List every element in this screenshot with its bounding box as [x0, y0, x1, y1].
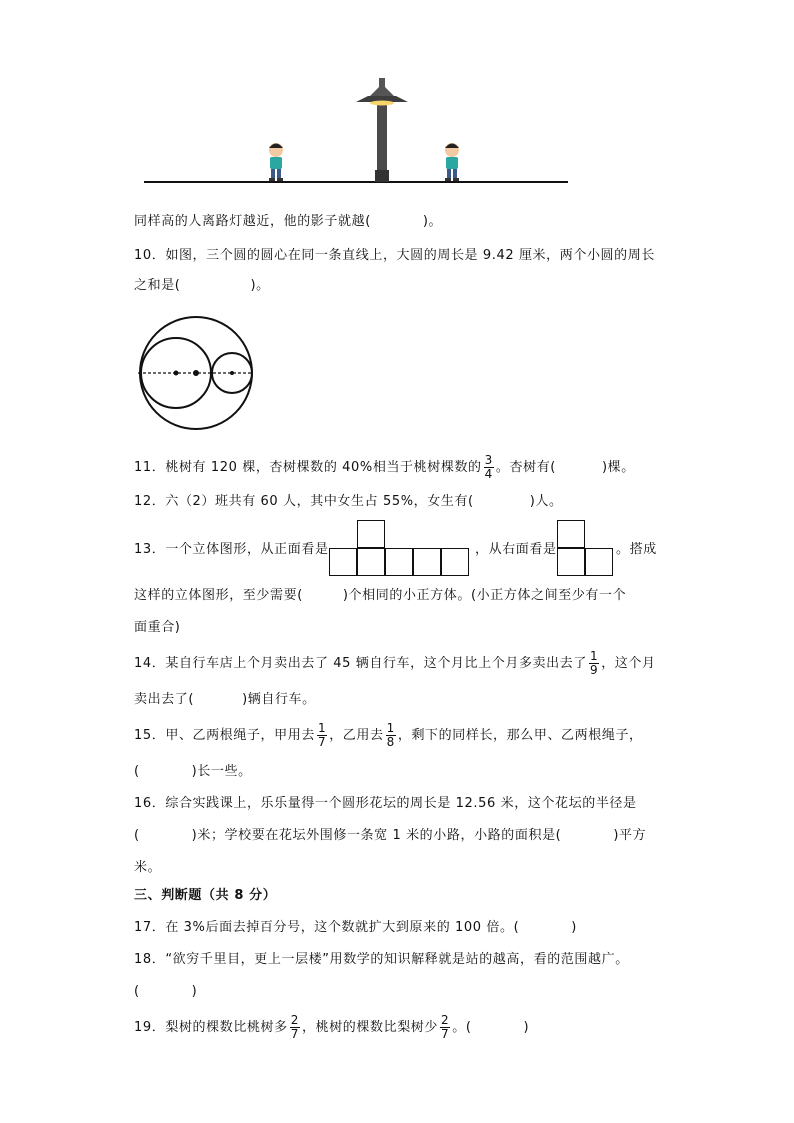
- question-13-line3: 面重合): [134, 620, 181, 635]
- fraction-1-9: $\frac{1}{9}$: [589, 649, 599, 677]
- question-12: 12．六（2）班共有 60 人，其中女生占 55%，女生有( )人。: [134, 494, 563, 509]
- front-view-cubes: [329, 520, 473, 578]
- question-14-line1: 14．某自行车店上个月卖出去了 45 辆自行车，这个月比上个月多卖出去了 $\frac{1}{9}$ ，这个月: [134, 649, 656, 677]
- question-15-line2: ( )长一些。: [134, 764, 252, 779]
- question-10-line2: 之和是( )。: [134, 278, 270, 293]
- fraction-1-7: $\frac{1}{7}$: [317, 721, 327, 749]
- fraction-2-7: $\frac{2}{7}$: [290, 1013, 299, 1041]
- section-heading: 三、判断题（共 8 分）: [134, 888, 277, 903]
- right-view-cubes: [557, 520, 615, 578]
- question-11: 11．桃树有 120 棵，杏树棵数的 40%相当于桃树棵数的 $\frac{3}{4}$ 。杏树有( )棵。: [134, 453, 635, 481]
- question-16-line2: ( )米；学校要在花坛外围修一条宽 1 米的小路，小路的面积是( )平方: [134, 828, 647, 843]
- fraction-2-7: $\frac{2}{7}$: [441, 1013, 450, 1041]
- street-lamp-figure: [140, 70, 572, 190]
- question-10-line1: 10．如图，三个圆的圆心在同一条直线上，大圆的周长是 9.42 厘米，两个小圆的周长: [134, 248, 655, 263]
- question-16-line3: 米。: [134, 860, 162, 875]
- question-15-line1: 15．甲、乙两根绳子，甲用去 $\frac{1}{7}$ ，乙用去 $\frac{1}{8}$ ，剩下的同样长，那么甲、乙两根绳子，: [134, 721, 643, 749]
- fraction-3-4: $\frac{3}{4}$: [484, 453, 493, 481]
- question-13-line1: 13．一个立体图形，从正面看是: [134, 542, 329, 557]
- question-9: 同样高的人离路灯越近，他的影子就越( )。: [134, 214, 443, 229]
- three-circles-figure: [134, 314, 264, 434]
- person-near-left: [269, 143, 283, 181]
- question-19: 19．梨树的棵数比桃树多 $\frac{2}{7}$ ，桃树的棵数比梨树少 $\frac{2}{7}$ 。( ): [134, 1013, 530, 1041]
- question-13-mid: ，从右面看是: [475, 542, 557, 557]
- fraction-1-8: $\frac{1}{8}$: [386, 721, 395, 749]
- question-18-line1: 18．“欲穷千里目，更上一层楼”用数学的知识解释就是站的越高，看的范围越广。: [134, 952, 629, 967]
- lamp-post: [356, 78, 408, 182]
- question-14-line2: 卖出去了( )辆自行车。: [134, 692, 316, 707]
- question-13-end: 。搭成: [616, 542, 657, 557]
- question-18-line2: ( ): [134, 984, 198, 999]
- question-17: 17．在 3%后面去掉百分号，这个数就扩大到原来的 100 倍。( ): [134, 920, 577, 935]
- person-near-right: [445, 143, 459, 181]
- question-13-line2: 这样的立体图形，至少需要( )个相同的小正方体。(小正方体之间至少有一个: [134, 588, 627, 603]
- question-16-line1: 16．综合实践课上，乐乐量得一个圆形花坛的周长是 12.56 米，这个花坛的半径是: [134, 796, 637, 811]
